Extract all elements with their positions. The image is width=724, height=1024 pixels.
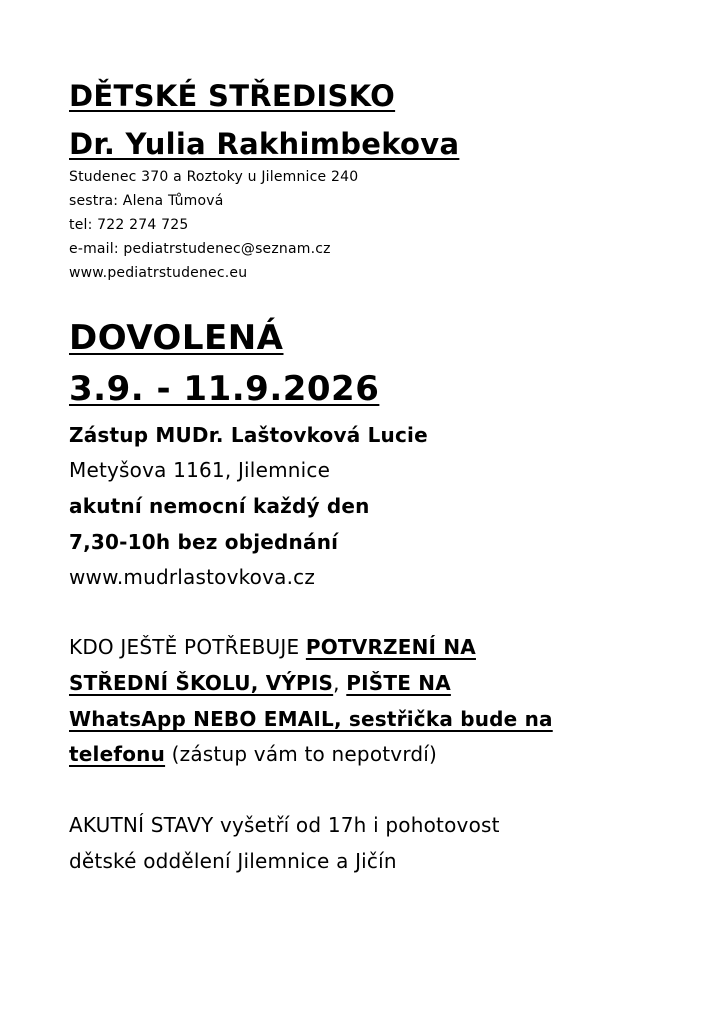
nurse-name: sestra: Alena Tůmová: [69, 193, 224, 209]
phone-number: tel: 722 274 725: [69, 217, 189, 233]
clinic-address: Studenec 370 a Roztoky u Jilemnice 240: [69, 169, 359, 185]
notice-emphasis: PIŠTE NA: [346, 671, 451, 695]
vacation-heading: DOVOLENÁ: [69, 318, 284, 358]
emergency-line-1: AKUTNÍ STAVY vyšetří od 17h i pohotovost: [69, 813, 500, 837]
notice-emphasis: WhatsApp NEBO EMAIL, sestřička bude na: [69, 707, 553, 731]
emergency-line-2: dětské oddělení Jilemnice a Jičín: [69, 849, 397, 873]
notice-text: KDO JEŠTĚ POTŘEBUJE: [69, 635, 306, 659]
notice-text: ,: [333, 671, 347, 695]
email-address: e-mail: pediatrstudenec@seznam.cz: [69, 241, 331, 257]
substitute-website: www.mudrlastovkova.cz: [69, 565, 316, 589]
notice-line-2: [69, 673, 451, 693]
substitute-doctor: Zástup MUDr. Laštovková Lucie: [69, 423, 428, 447]
notice-line-4: [69, 744, 437, 764]
notice-line-3: [69, 709, 553, 729]
doctor-name: Dr. Yulia Rakhimbekova: [69, 127, 460, 161]
notice-emphasis: POTVRZENÍ NA: [305, 635, 476, 659]
acute-hours-line-1: akutní nemocní každý den: [69, 494, 370, 518]
notice-line-1: [69, 637, 476, 657]
clinic-title: DĚTSKÉ STŘEDISKO: [69, 79, 396, 113]
acute-hours-line-2: 7,30-10h bez objednání: [69, 530, 339, 554]
notice-text: (zástup vám to nepotvrdí): [165, 742, 438, 766]
clinic-website: www.pediatrstudenec.eu: [69, 265, 248, 281]
notice-emphasis: telefonu: [69, 742, 166, 766]
notice-emphasis: STŘEDNÍ ŠKOLU, VÝPIS: [69, 671, 334, 695]
substitute-address: Metyšova 1161, Jilemnice: [69, 458, 331, 482]
vacation-dates: 3.9. - 11.9.2026: [69, 369, 380, 409]
